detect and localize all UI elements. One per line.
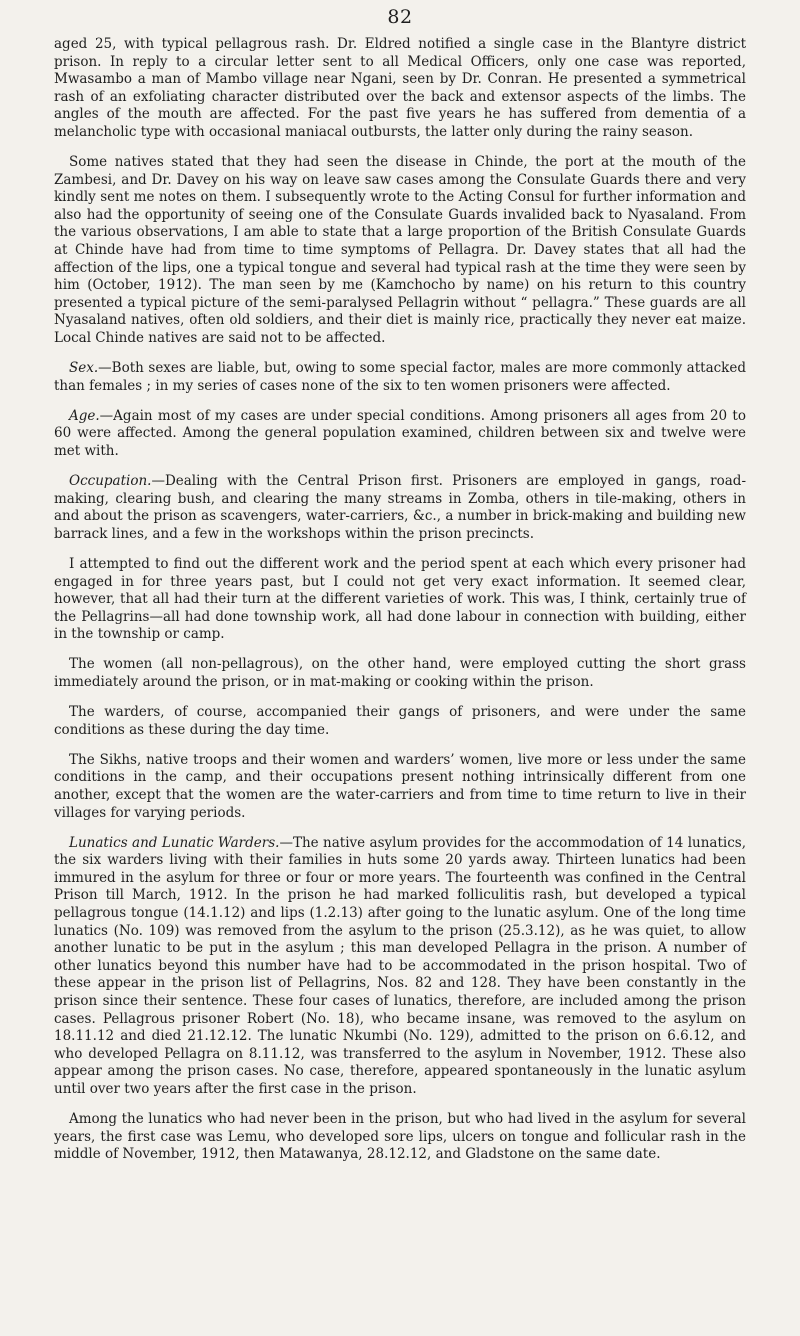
paragraph-6-text: I attempted to find out the different work and the period spent at each which every prisoner had engaged in for three years past, but I could not get very exact information. It seemed clear, however, that all had their turn at the different varieties of work. This was, I think, certainly true of the Pellagrins—all had done township work, all had done labour in connection with building, either in the township or camp. <box>54 555 746 643</box>
paragraph-age-text: —Again most of my cases are under special conditions. Among prisoners all ages from 20 to 60 were affected. Among the general population examined, children between six and twelve were met with. <box>54 407 746 459</box>
paragraph-occupation-text: —Dealing with the Central Prison first. Prisoners are employed in gangs, road-making, clearing bush, and clearing the many streams in Zomba, others in tile-making, others in and about the prison as scavengers, water-carriers, &c., a number in brick-making and building new barrack lines, and a few in the workshops within the prison precincts. <box>54 473 746 542</box>
paragraph-8 <box>54 704 746 739</box>
paragraph-2-text: Some natives stated that they had seen the disease in Chinde, the port at the mouth of the Zambesi, and Dr. Davey on his way on leave saw cases among the Consulate Guards there and very kindly sent me notes on them. I subsequently wrote to the Acting Consul for further information and also had the opportunity of seeing one of the Consulate Guards invalided back to Nyasaland. From the various observations, I am able to state that a large proportion of the British Consulate Guards at Chinde have had from time to time symptoms of Pellagra. Dr. Davey states that all had the affection of the lips, one a typical tongue and several had typical rash at the time they were seen by him (October, 1912). The man seen by me (Kamchocho by name) on his return to this country presented a typical picture of the semi-paralysed Pellagrin without “ pellagra.” These guards are all Nyasaland natives, often old soldiers, and their diet is mainly rice, practically they never eat maize. Local Chinde natives are said not to be affected. <box>54 154 746 346</box>
paragraph-6 <box>54 556 746 644</box>
paragraph-1 <box>54 36 746 142</box>
page-number: 82 <box>387 6 413 28</box>
paragraph-8-text: The warders, of course, accompanied their gangs of prisoners, and were under the same conditions as these during the day time. <box>54 704 746 738</box>
section-heading-age: Age. <box>69 407 100 424</box>
paragraph-9-text: The Sikhs, native troops and their women and warders’ women, live more or less under the same conditions in the camp, and their occupations present nothing intrinsically different from one another, except that the women are the water-carriers and from time to time return to live in their villages for varying periods. <box>54 751 746 821</box>
paragraph-11 <box>54 1111 746 1164</box>
paragraph-occupation <box>54 473 746 543</box>
paragraph-11-text: Among the lunatics who had never been in the prison, but who had lived in the asylum for several years, the first case was Lemu, who developed sore lips, ulcers on tongue and follicular rash in the middle of November, 1912, then Matawanya, 28.12.12, and Gladstone on the same date. <box>54 1111 746 1163</box>
body-text <box>54 36 746 1176</box>
paragraph-sex <box>54 360 746 395</box>
section-heading-lunatics: Lunatics and Lunatic Warders. <box>69 834 280 851</box>
section-heading-occupation: Occupation. <box>69 473 152 490</box>
paragraph-lunatics <box>54 835 746 1099</box>
paragraph-sex-text: —Both sexes are liable, but, owing to some special factor, males are more commonly attacked than females ; in my series of cases none of the six to ten women prisoners were affected. <box>54 360 746 394</box>
paragraph-lunatics-text: —The native asylum provides for the accommodation of 14 lunatics, the six warders living with their families in huts some 20 yards away. Thirteen lunatics had been immured in the asylum for three or four or more years. The fourteenth was confined in the Central Prison till March, 1912. In the prison he had marked folliculitis rash, but developed a typical pellagrous tongue (14.1.12) and lips (1.2.13) after going to the lunatic asylum. One of the long time lunatics (No. 109) was removed from the asylum to the prison (25.3.12), as he was quiet, to allow another lunatic to be put in the asylum ; this man developed Pellagra in the prison. A number of other lunatics beyond this number have had to be accommodated in the prison hospital. Two of these appear in the prison list of Pellagrins, Nos. 82 and 128. They have been constantly in the prison since their sentence. These four cases of lunatics, therefore, are included among the prison cases. Pellagrous prisoner Robert (No. 18), who became insane, was removed to the asylum on 18.11.12 and died 21.12.12. The lunatic Nkumbi (No. 129), admitted to the prison on 6.6.12, and who developed Pellagra on 8.11.12, was transferred to the asylum in November, 1912. These also appear among the prison cases. No case, therefore, appeared spontaneously in the lunatic asylum until over two years after the first case in the prison. <box>54 834 747 1097</box>
paragraph-7 <box>54 656 746 691</box>
section-heading-sex: Sex. <box>69 360 99 377</box>
paragraph-1-text: aged 25, with typical pellagrous rash. Dr. Eldred notified a single case in the Blantyre district prison. In reply to a circular letter sent to all Medical Officers, only one case was reported, Mwasambo a man of Mambo village near Ngani, seen by Dr. Conran. He presented a symmetrical rash of an exfoliating character distributed over the back and extensor aspects of the limbs. The angles of the mouth are affected. For the past five years he has suffered from dementia of a melancholic type with occasional maniacal outbursts, the latter only during the rainy season. <box>54 36 746 140</box>
paragraph-2 <box>54 154 746 348</box>
paragraph-age <box>54 408 746 461</box>
paragraph-7-text: The women (all non-pellagrous), on the other hand, were employed cutting the short grass immediately around the prison, or in mat-making or cooking within the prison. <box>54 656 746 690</box>
paragraph-9 <box>54 752 746 822</box>
